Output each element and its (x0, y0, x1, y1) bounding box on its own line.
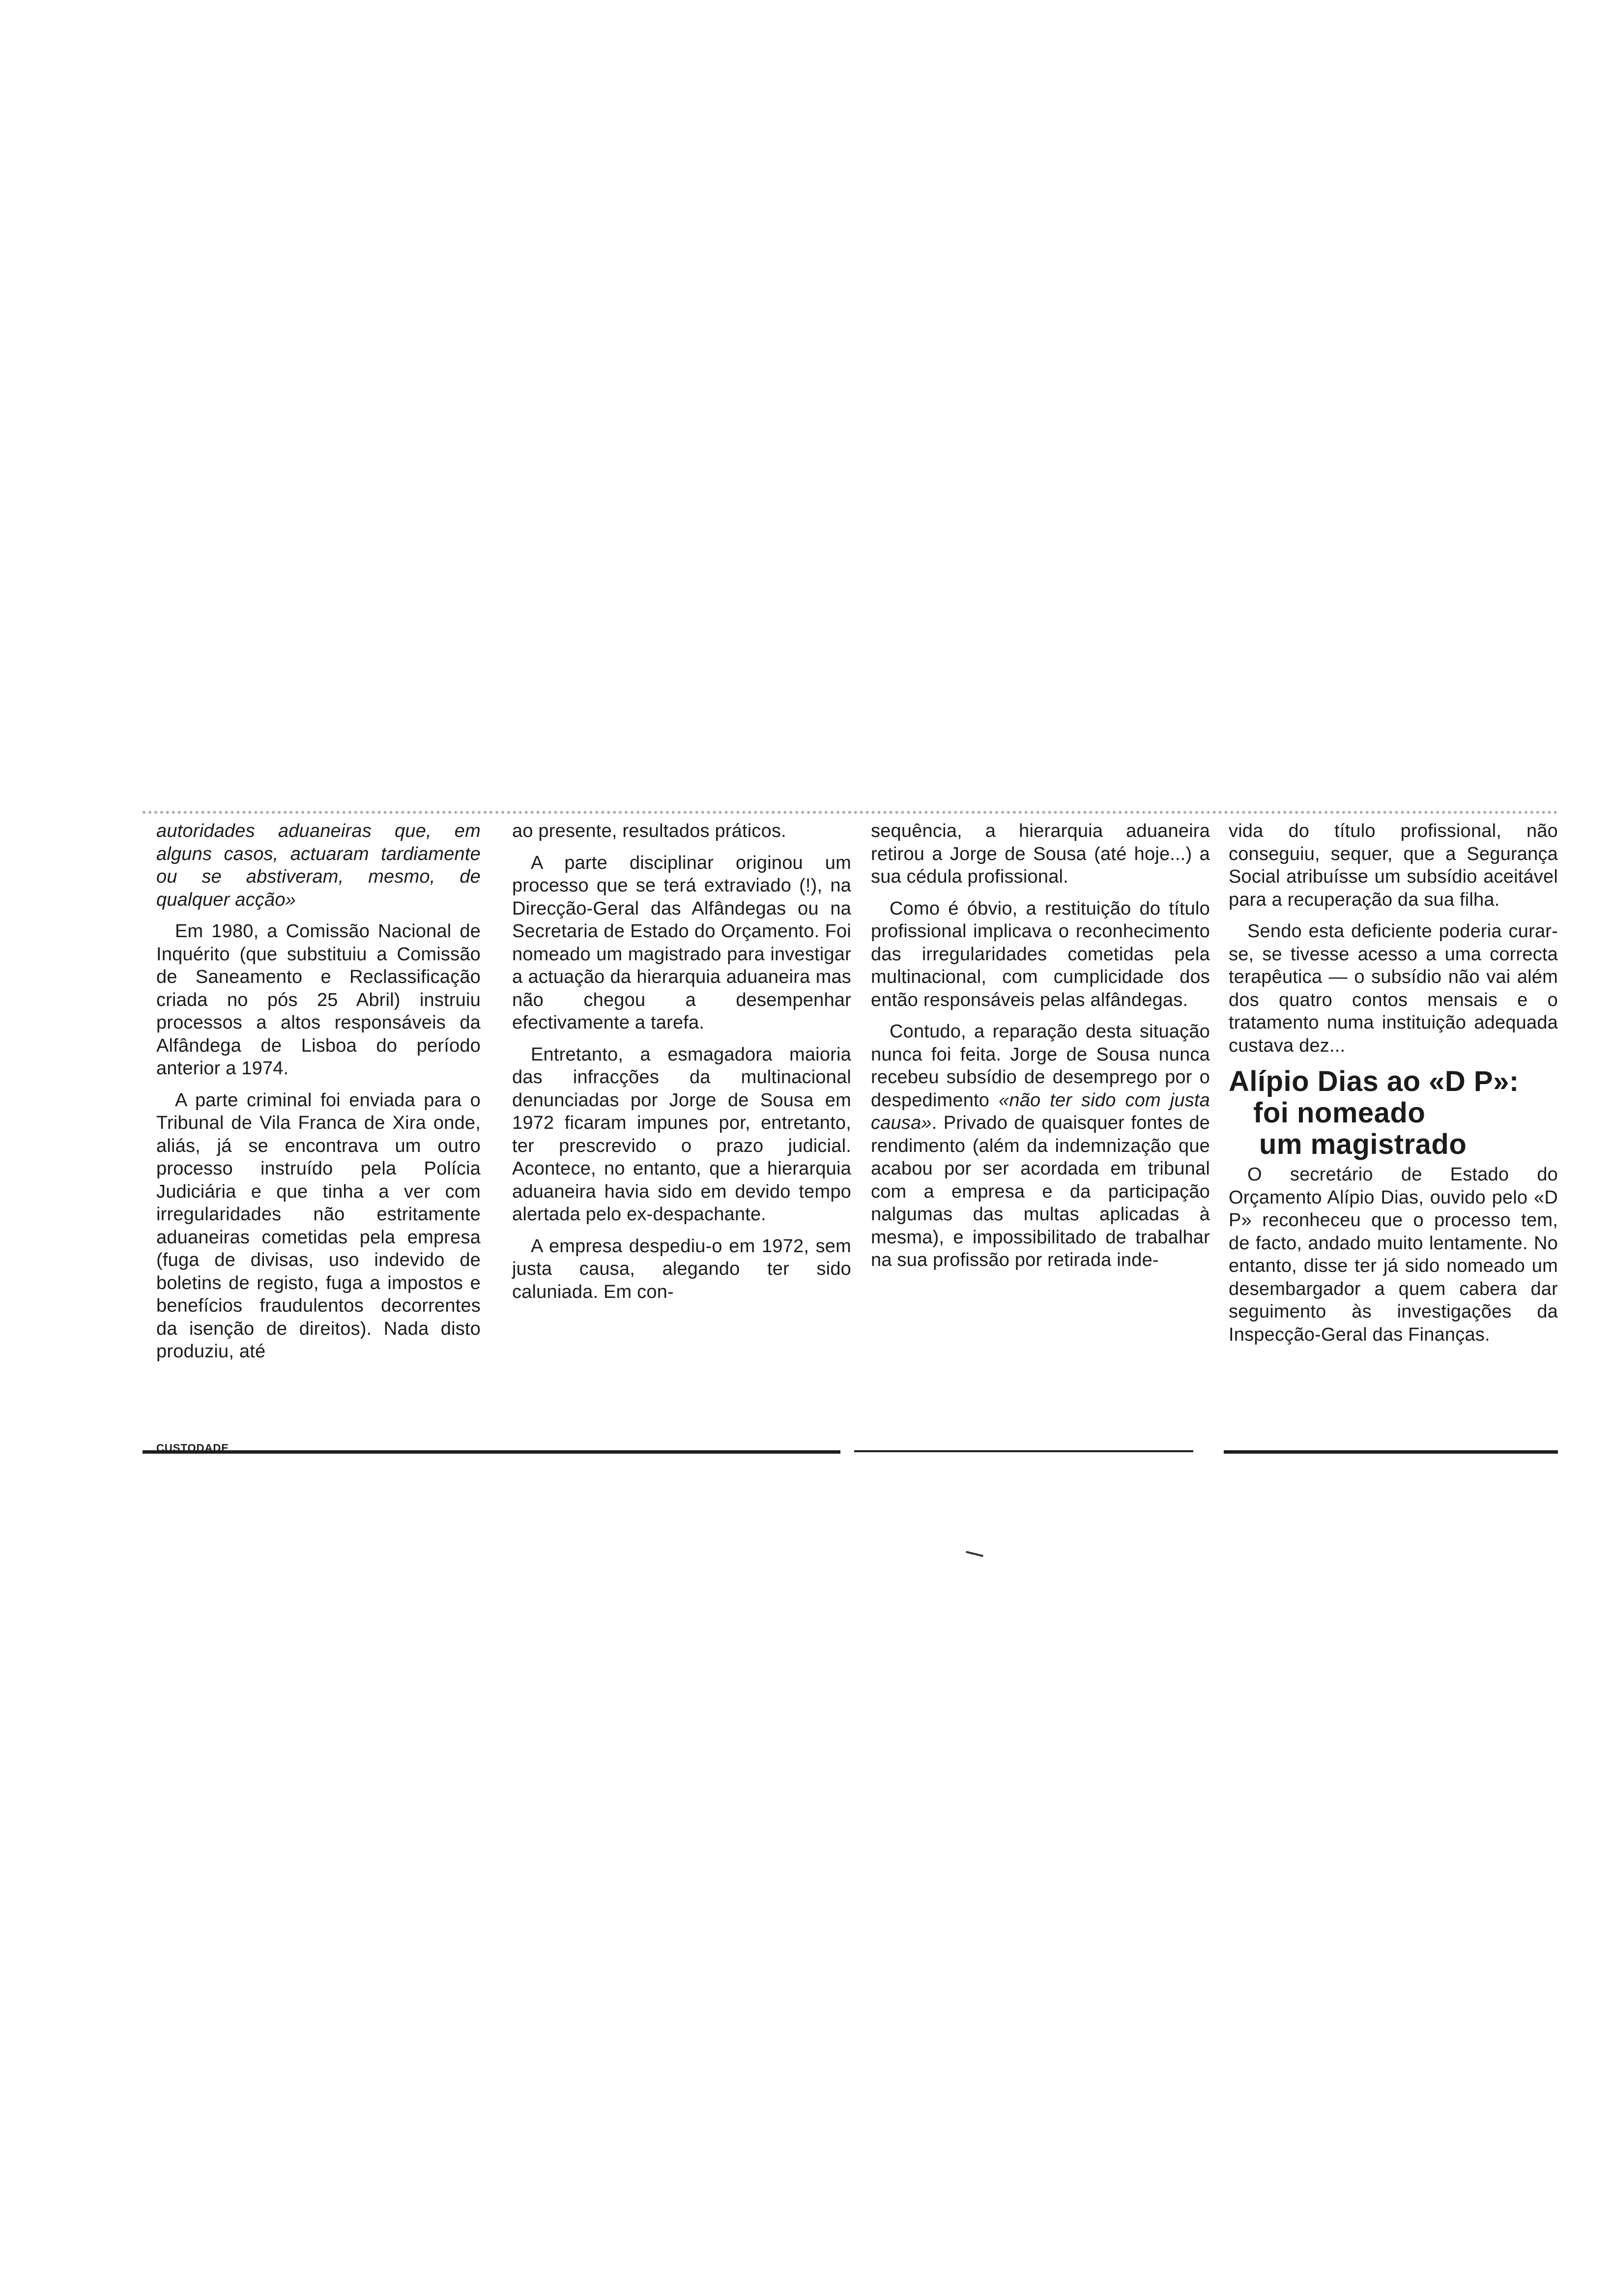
bottom-rule (143, 1450, 840, 1454)
paragraph: A parte disciplinar originou um processo que se terá extraviado (!), na Direcção-Geral das Alfândegas ou na Secretaria de Estado do Orçamento. Foi nomeado um magistrado para investigar a actuação da hierarquia aduaneira mas não chegou a desempenhar efectivamente a tarefa. (512, 852, 851, 1033)
catchline: CUSTODADE (156, 1442, 229, 1454)
paragraph: A empresa despediu-o em 1972, sem justa causa, alegando ter sido caluniada. Em con- (512, 1235, 851, 1302)
bottom-rule (854, 1450, 1193, 1452)
article-column-2 (512, 820, 851, 1312)
paragraph: Em 1980, a Comissão Nacional de Inquérito (que substituiu a Comissão de Saneamento e Reclassificação criada no pós 25 Abril) instruiu processos a altos responsáveis da Alfândega de Lisboa do período anterior a 1974. (156, 921, 481, 1079)
subheadline-line: Alípio Dias ao «D P»: (1229, 1065, 1519, 1097)
subheadline-line: foi nomeado (1253, 1097, 1426, 1129)
paragraph: Sendo esta deficiente poderia curar-se, se tivesse acesso a uma correcta terapêutica — o subsídio não vai além dos quatro contos mensais e o tratamento numa instituição adequada custava dez... (1229, 921, 1558, 1056)
bottom-rule (1224, 1450, 1558, 1454)
paragraph: Como é óbvio, a restituição do título profissional implicava o reconhecimento das irregularidades cometidas pela multinacional, com cumplicidade dos então responsáveis pelas alfândegas. (871, 898, 1210, 1010)
paragraph: Entretanto, a esmagadora maioria das infracções da multinacional denunciadas por Jorge de Sousa em 1972 ficaram impunes por, entretanto, ter prescrevido o prazo judicial. Acontece, no entanto, que a hierarquia aduaneira havia sido em devido tempo alertada pelo ex-despachante. (512, 1044, 851, 1225)
scan-noise-strip (143, 811, 1558, 817)
paragraph: A parte criminal foi enviada para o Tribunal de Vila Franca de Xira onde, aliás, já se encontrava um outro processo instruído pela Polícia Judiciária e que tinha a ver com irregularidades não estritamente aduaneiras cometidas pela empresa (fuga de divisas, uso indevido de boletins de registo, fuga a impostos e benefícios fraudulentos decorrentes da isenção de direitos). Nada disto produziu, até (156, 1090, 481, 1362)
paragraph: sequência, a hierarquia aduaneira retirou a Jorge de Sousa (até hoje...) a sua cédula profissional. (871, 821, 1210, 887)
subheadline (1229, 1066, 1558, 1160)
paragraph: O secretário de Estado do Orçamento Alípio Dias, ouvido pelo «D P» reconheceu que o processo tem, de facto, andado muito lentamente. No entanto, disse ter já sido nomeado um desembargador a quem cabera dar seguimento às investigações da Inspecção-Geral das Finanças. (1229, 1164, 1558, 1345)
article-column-3 (871, 820, 1210, 1281)
article-column-1 (156, 820, 481, 1372)
subheadline-line: um magistrado (1259, 1128, 1467, 1160)
paragraph-text: Contudo, a reparação desta situação nunca foi feita. Jorge de Sousa nunca recebeu subsídio de desemprego por o despedimento (871, 1021, 1210, 1111)
article-column-4 (1229, 820, 1558, 1355)
paragraph: ao presente, resultados práticos. (512, 821, 786, 841)
paragraph: autoridades aduaneiras que, em alguns casos, actuaram tardiamente ou se abstiveram, mesmo, de qualquer acção» (156, 821, 481, 910)
scan-mark (966, 1551, 983, 1557)
paragraph (871, 1020, 1210, 1272)
paragraph-text: . Privado de quaisquer fontes de rendimento (além da indemnização que acabou por ser acordada em tribunal com a empresa e da participação nalgumas das multas aplicadas à mesma), e impossibilitado de trabalhar na sua profissão por retirada inde- (871, 1113, 1210, 1270)
paragraph: vida do título profissional, não conseguiu, sequer, que a Segurança Social atribuísse um subsídio aceitável para a recuperação da sua filha. (1229, 821, 1558, 910)
newspaper-clipping (143, 796, 1558, 1455)
quoted-text: «não ter sido com justa causa» (871, 1090, 1210, 1133)
